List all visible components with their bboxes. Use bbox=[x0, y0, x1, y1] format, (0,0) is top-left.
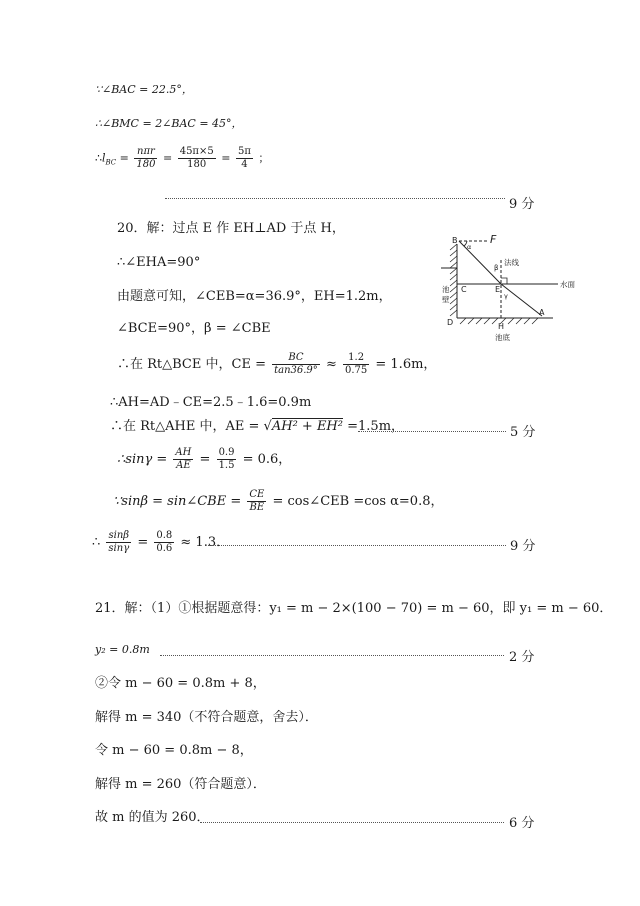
s19-line-bac: ∵∠BAC = 22.5°， bbox=[95, 83, 193, 96]
s19-line-bmc: ∴∠BMC = 2∠BAC = 45°， bbox=[95, 117, 243, 130]
s21-line-final: 故 m 的值为 260． bbox=[95, 810, 210, 825]
label-water-surface: 水面 bbox=[560, 280, 575, 289]
s20-score2-leader bbox=[208, 545, 506, 546]
fraction-num: 45π×5 bbox=[179, 146, 214, 157]
fraction-den: 1.5 bbox=[218, 460, 235, 471]
s21-score1: 2 分 bbox=[509, 650, 535, 665]
fraction-num: 5π bbox=[237, 146, 251, 157]
refraction-diagram bbox=[438, 232, 588, 347]
fraction-bc-tan bbox=[272, 353, 320, 376]
fraction-5pi-4 bbox=[236, 147, 253, 170]
s20-line-ratio bbox=[92, 531, 229, 554]
label-c: C bbox=[461, 285, 467, 294]
fraction-den: AE bbox=[176, 460, 191, 471]
label-a: A bbox=[539, 308, 545, 317]
s21-score2: 6 分 bbox=[509, 816, 535, 831]
ae-result: =1.5m， bbox=[347, 419, 405, 434]
fraction-12-075 bbox=[343, 353, 369, 376]
wall-hatching bbox=[450, 244, 457, 316]
fraction-den: 180 bbox=[136, 159, 156, 170]
sqrt-sign: √ bbox=[263, 419, 272, 434]
fraction-num: 0.8 bbox=[156, 530, 173, 541]
sin-gamma-result: = 0.6， bbox=[242, 452, 292, 467]
fraction-ah-ae bbox=[173, 448, 193, 471]
fraction-den: 0.75 bbox=[344, 365, 368, 376]
s20-line-ah: ∴AH=AD﹣CE=2.5﹣1.6=0.9m bbox=[110, 395, 312, 410]
l-symbol: l bbox=[102, 151, 106, 165]
fraction-den: sinγ bbox=[108, 543, 130, 554]
label-pool-bottom: 池底 bbox=[495, 333, 510, 342]
fraction-den: BE bbox=[249, 502, 265, 513]
s21-line-sol2: 解得 m = 260（符合题意）． bbox=[95, 777, 266, 792]
sqrt-radicand: AH² + EH² bbox=[271, 419, 343, 434]
fraction-den: tan36.9° bbox=[274, 365, 318, 376]
label-gamma: γ bbox=[504, 292, 508, 300]
s20-score1: 5 分 bbox=[510, 425, 536, 440]
sin-beta-prefix: ∵sinβ = sin∠CBE = bbox=[113, 494, 242, 509]
label-f: F bbox=[490, 233, 497, 246]
fraction-08-06 bbox=[154, 531, 174, 554]
label-normal: 法线 bbox=[504, 258, 519, 267]
s20-heading: 20．解：过点 E 作 EH⊥AD 于点 H， bbox=[117, 221, 345, 236]
s21-line-sol1: 解得 m = 340（不符合题意，舍去）． bbox=[95, 710, 318, 725]
eq-sign: = bbox=[119, 151, 129, 165]
fraction-num: AH bbox=[175, 447, 192, 458]
label-b: B bbox=[452, 236, 458, 245]
therefore-symbol: ∴ bbox=[95, 151, 102, 165]
label-chi: 池 bbox=[442, 285, 450, 294]
s19-arc-length-formula bbox=[95, 147, 269, 170]
s21-score2-leader bbox=[200, 822, 504, 823]
label-alpha: α bbox=[467, 243, 472, 251]
s21-line-y2: y₂ = 0.8m bbox=[95, 643, 150, 656]
s21-line-eq1: ②令 m − 60 = 0.8m + 8， bbox=[95, 676, 266, 691]
fraction-45pi5-180 bbox=[178, 147, 216, 170]
fraction-num: 0.9 bbox=[218, 447, 235, 458]
fraction-num: BC bbox=[272, 353, 320, 365]
fraction-num: nπr bbox=[134, 147, 157, 159]
s21-line-eq2: 令 m − 60 = 0.8m − 8， bbox=[95, 743, 253, 758]
s20-line-sin-gamma bbox=[117, 448, 291, 471]
s19-score: 9 分 bbox=[509, 197, 535, 212]
fraction-den: 4 bbox=[241, 159, 248, 170]
s20-score1-leader bbox=[358, 431, 506, 432]
ce-prefix: ∴在 Rt△BCE 中，CE = bbox=[117, 357, 266, 372]
sin-beta-result: = cos∠CEB =cos α=0.8， bbox=[272, 494, 444, 509]
eq-sign: = bbox=[162, 151, 173, 165]
eq-sign: = bbox=[137, 535, 149, 550]
approx-sign: ≈ bbox=[325, 357, 337, 372]
fraction-den: 180 bbox=[187, 159, 207, 170]
ce-result: = 1.6m， bbox=[375, 357, 437, 372]
s21-score1-leader bbox=[160, 655, 504, 656]
incident-ray bbox=[459, 241, 501, 284]
s20-line-ce bbox=[117, 353, 436, 376]
sin-gamma-prefix: ∴sinγ = bbox=[117, 452, 168, 467]
label-h: H bbox=[498, 322, 505, 331]
l-subscript: BC bbox=[105, 158, 117, 167]
s20-line-eha: ∴∠EHA=90° bbox=[117, 255, 201, 270]
label-e: E bbox=[495, 285, 501, 294]
eq-sign: = bbox=[199, 452, 211, 467]
eq-sign: = bbox=[221, 151, 231, 165]
fraction-ce-be bbox=[247, 490, 266, 513]
fraction-den: 0.6 bbox=[156, 543, 173, 554]
label-bi: 壁 bbox=[442, 295, 450, 304]
s20-score2: 9 分 bbox=[510, 539, 536, 554]
s20-line-sin-beta bbox=[113, 490, 443, 513]
label-beta: β bbox=[494, 264, 499, 272]
refracted-ray bbox=[501, 284, 542, 316]
fraction-npr-180 bbox=[134, 147, 157, 170]
s20-line-bce: ∠BCE=90°，β = ∠CBE bbox=[117, 321, 271, 336]
semicolon: ； bbox=[258, 151, 270, 165]
fraction-09-15 bbox=[217, 448, 237, 471]
right-angle-mark bbox=[501, 278, 507, 284]
s21-heading: 21．解：（1）①根据题意得：y₁ = m − 2×(100 − 70) = m − 60，即 y₁ = m − 60． bbox=[95, 601, 613, 616]
ae-prefix: ∴在 Rt△AHE 中，AE = bbox=[110, 419, 260, 434]
therefore-symbol: ∴ bbox=[92, 535, 101, 550]
label-d: D bbox=[447, 318, 454, 327]
fraction-num: sinβ bbox=[106, 531, 131, 543]
fraction-num: CE bbox=[249, 489, 265, 500]
s20-line-given: 由题意可知，∠CEB=α=36.9°，EH=1.2m， bbox=[117, 289, 392, 304]
fraction-sinb-sing bbox=[106, 531, 131, 554]
ratio-result: ≈ 1.3． bbox=[180, 535, 230, 550]
fraction-num: 1.2 bbox=[343, 353, 369, 365]
s19-score-leader bbox=[165, 198, 505, 199]
